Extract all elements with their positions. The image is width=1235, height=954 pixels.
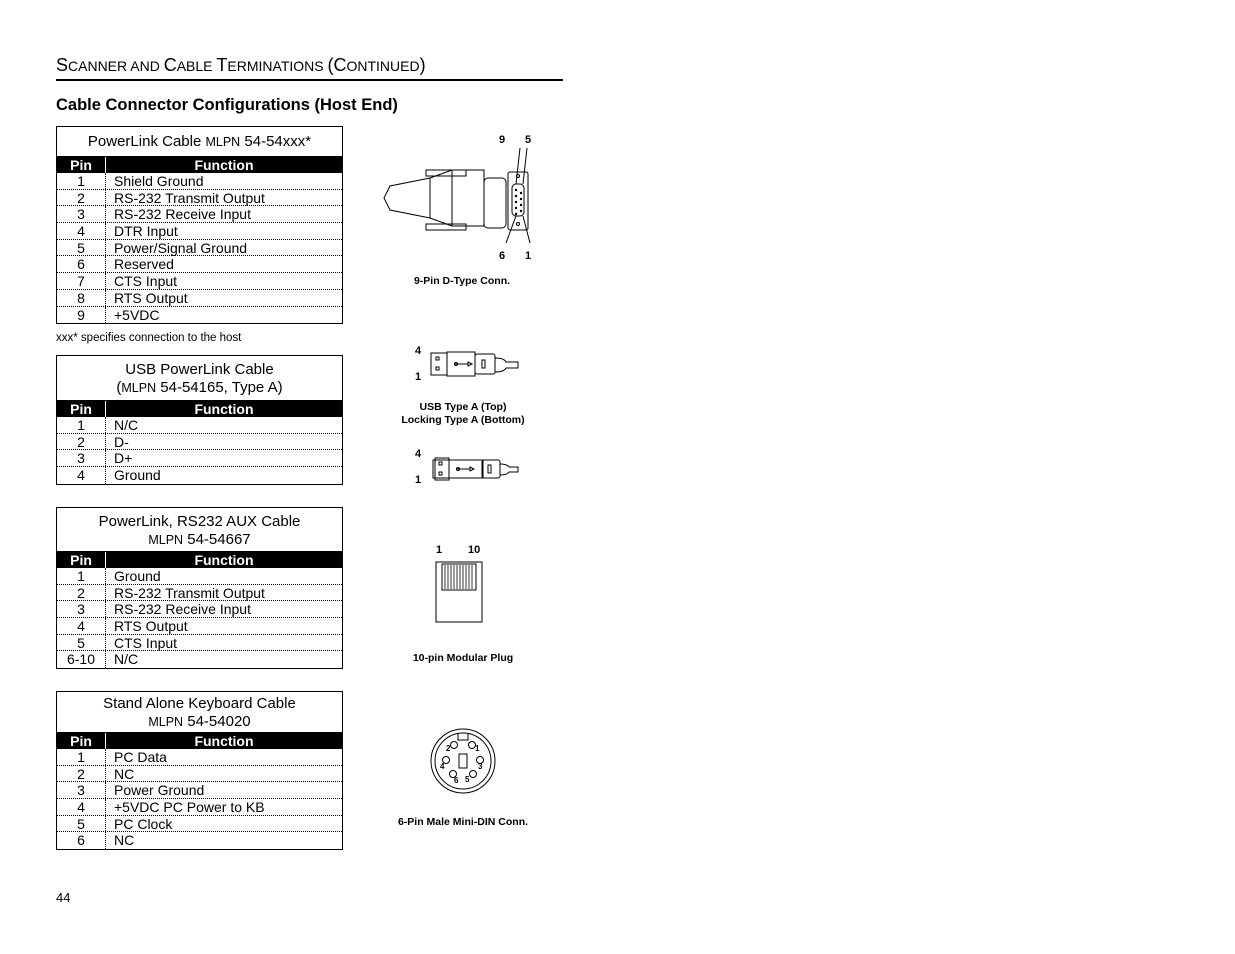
dtype-pin-label: 5	[525, 134, 532, 146]
table-header: Pin Function	[57, 733, 342, 749]
dtype-pin-label: 6	[499, 250, 506, 262]
usb-pin-label: 4	[415, 448, 422, 460]
table-caption: PowerLink, RS232 AUX Cable MLPN 54-54667	[57, 508, 342, 552]
din-pin-label: 6	[454, 776, 459, 785]
table-row: 8 RTS Output	[57, 290, 342, 307]
table-row: 6-10 N/C	[57, 651, 342, 668]
usb-type-a-icon	[430, 350, 520, 380]
table-caption: PowerLink Cable MLPN 54-54xxx*	[57, 127, 342, 157]
table-row: 1 Ground	[57, 568, 342, 585]
usb-locking-type-a-icon	[432, 456, 520, 482]
modular-pin-label: 10	[468, 544, 481, 556]
table-row: 6 NC	[57, 832, 342, 849]
table-row: 5 PC Clock	[57, 816, 342, 833]
table-header: Pin Function	[57, 401, 342, 417]
header-part: (CONTINUED	[327, 55, 420, 75]
powerlink-cable-table	[56, 126, 343, 324]
table-row: 3 RS-232 Receive Input	[57, 601, 342, 618]
table-row: 3 RS-232 Receive Input	[57, 206, 342, 223]
table-row: 2 RS-232 Transmit Output	[57, 585, 342, 602]
din-pin-label: 3	[478, 762, 483, 771]
dtype-pin-label: 1	[525, 250, 532, 262]
table-row: 6 Reserved	[57, 256, 342, 273]
rs232-aux-table	[56, 507, 343, 669]
table-row: 1 Shield Ground	[57, 173, 342, 190]
table-row: 2 D-	[57, 434, 342, 451]
table-row: 4 +5VDC PC Power to KB	[57, 799, 342, 816]
host-note: xxx* specifies connection to the host	[56, 332, 242, 344]
din-pin-label: 5	[465, 775, 470, 784]
table-row: 3 D+	[57, 450, 342, 467]
table-row: 4 DTR Input	[57, 223, 342, 240]
table-row: 1 N/C	[57, 417, 342, 434]
dtype-pin-label: 9	[499, 134, 506, 146]
table-row: 4 RTS Output	[57, 618, 342, 635]
dtype-label: 9-Pin D-Type Conn.	[413, 275, 511, 287]
modular-pin-label: 1	[436, 544, 443, 556]
table-row: 7 CTS Input	[57, 273, 342, 290]
dtype-connector-icon	[380, 148, 540, 248]
usb-pin-label: 4	[415, 345, 422, 357]
table-row: 1 PC Data	[57, 749, 342, 766]
din-pin-label: 1	[475, 744, 480, 753]
mini-din-connector-icon	[429, 727, 497, 795]
table-row: 4 Ground	[57, 467, 342, 484]
table-caption: Stand Alone Keyboard Cable MLPN 54-54020	[57, 692, 342, 733]
table-caption: USB PowerLink Cable (MLPN 54-54165, Type A)	[57, 356, 342, 401]
mini-din-label: 6-Pin Male Mini-DIN Conn.	[397, 816, 529, 828]
table-row: 9 +5VDC	[57, 307, 342, 324]
din-pin-label: 4	[440, 762, 445, 771]
header-part: )	[419, 55, 426, 75]
modular-plug-icon	[434, 560, 484, 626]
usb-powerlink-table	[56, 355, 343, 485]
header-part: CABLE	[163, 55, 217, 75]
table-header: Pin Function	[57, 157, 342, 173]
table-row: 2 NC	[57, 766, 342, 783]
keyboard-cable-table	[56, 691, 343, 850]
table-row: 2 RS-232 Transmit Output	[57, 190, 342, 207]
din-pin-label: 2	[446, 744, 451, 753]
section-header	[56, 55, 563, 81]
modular-label: 10-pin Modular Plug	[412, 652, 514, 664]
header-part: TERMINATIONS	[216, 55, 328, 75]
usb-pin-label: 1	[415, 371, 422, 383]
header-part: SCANNER AND	[56, 55, 164, 75]
page-subtitle: Cable Connector Configurations (Host End)	[56, 96, 398, 114]
page-number: 44	[56, 890, 71, 905]
table-header: Pin Function	[57, 552, 342, 568]
table-row: 3 Power Ground	[57, 782, 342, 799]
table-row: 5 Power/Signal Ground	[57, 240, 342, 257]
usb-pin-label: 1	[415, 474, 422, 486]
usb-label: USB Type A (Top) Locking Type A (Bottom)	[401, 401, 525, 426]
table-row: 5 CTS Input	[57, 635, 342, 652]
